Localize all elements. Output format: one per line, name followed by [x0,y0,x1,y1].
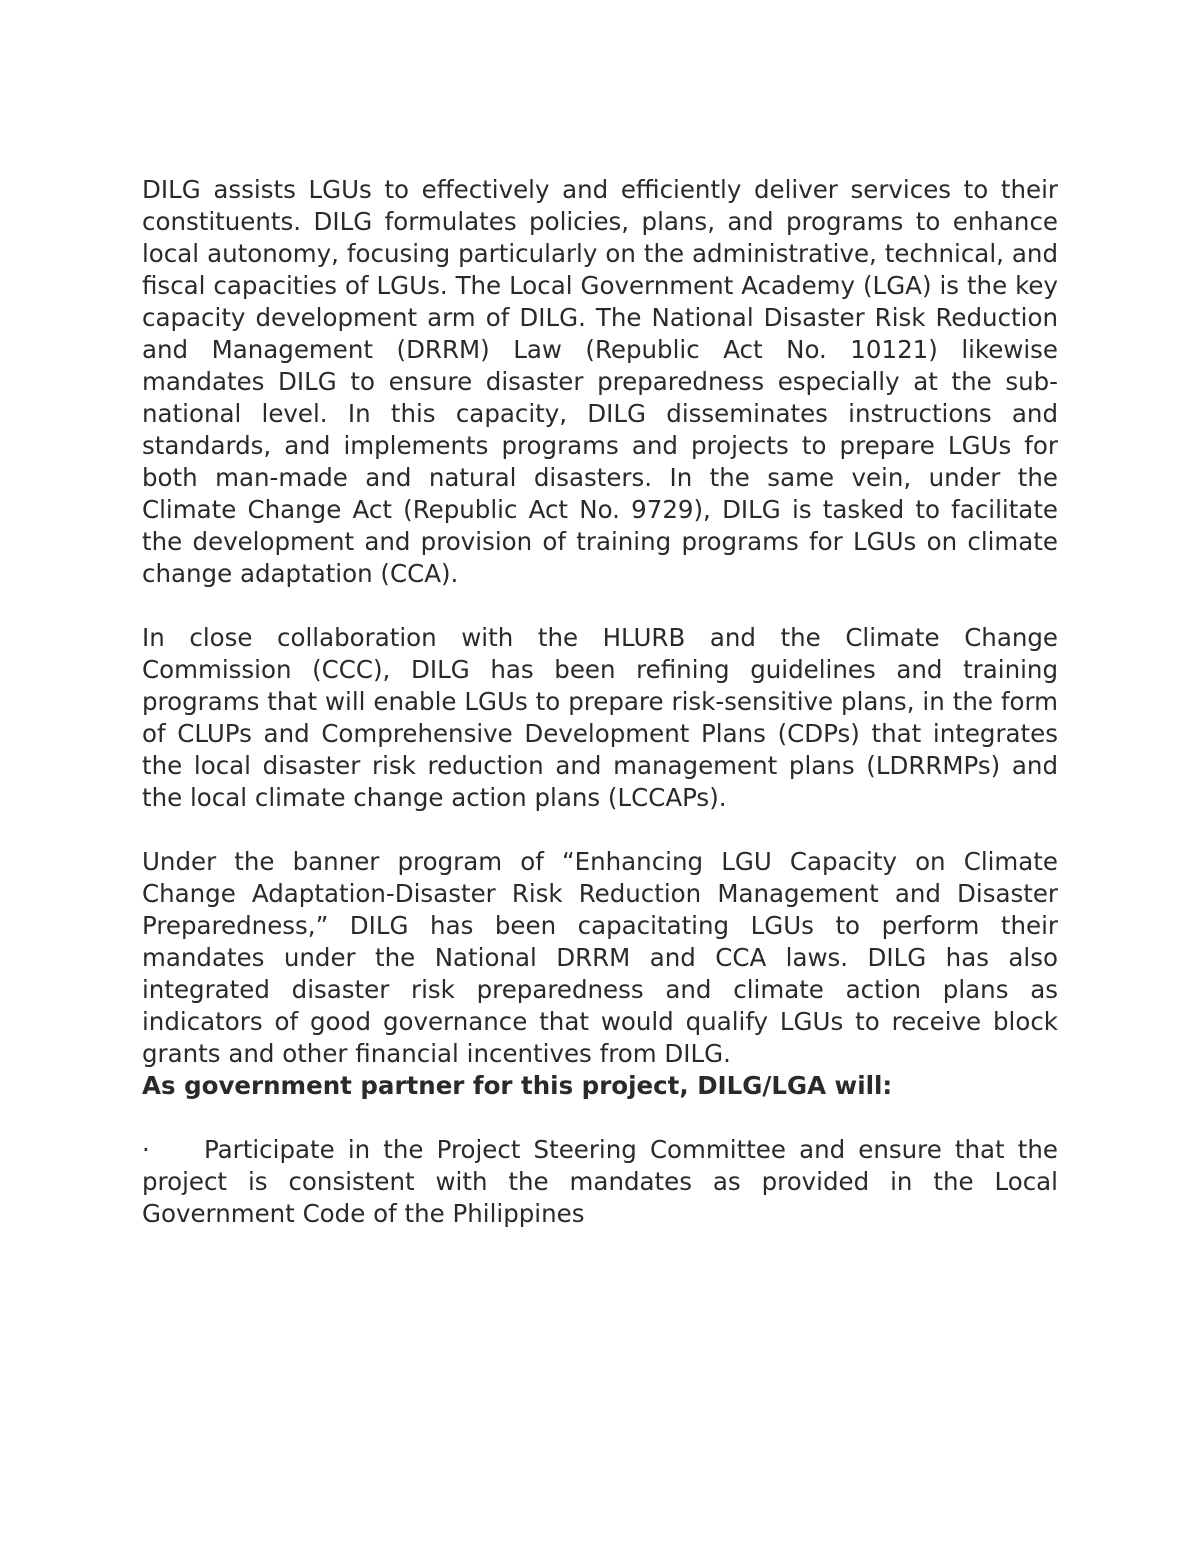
bullet-marker: · [142,1135,150,1164]
bullet-text: Participate in the Project Steering Committee and ensure that the project is consistent with the mandates as provided in the Local Government Code of the Philippines [142,1135,1058,1228]
section-heading: As government partner for this project, DILG/LGA will: [142,1071,893,1100]
paragraph-banner-program: Under the banner program of “Enhancing LGU Capacity on Climate Change Adaptation-Disaster Risk Reduction Management and Disaster Preparedness,” DILG has been capacitating LGUs to perform their mandates under the National DRRM and CCA laws. DILG has also integrated disaster risk preparedness and climate action plans as indicators of good governance that would qualify LGUs to receive block grants and other financial incentives from DILG. [142,847,1058,1068]
paragraph-spacer [142,1102,1058,1134]
bullet-item [142,1134,1058,1230]
paragraph-dilg-mandate: DILG assists LGUs to effectively and efficiently deliver services to their constituents. DILG formulates policies, plans, and programs to enhance local autonomy, focusing particularly on the administrative, technical, and fiscal capacities of LGUs. The Local Government Academy (LGA) is the key capacity development arm of DILG. The National Disaster Risk Reduction and Management (DRRM) Law (Republic Act No. 10121) likewise mandates DILG to ensure disaster preparedness especially at the sub-national level. In this capacity, DILG disseminates instructions and standards, and implements programs and projects to prepare LGUs for both man-made and natural disasters. In the same vein, under the Climate Change Act (Republic Act No. 9729), DILG is tasked to facilitate the development and provision of training programs for LGUs on climate change adaptation (CCA). [142,175,1058,588]
paragraph-collaboration: In close collaboration with the HLURB and the Climate Change Commission (CCC), DILG has been refining guidelines and training programs that will enable LGUs to prepare risk-sensitive plans, in the form of CLUPs and Comprehensive Development Plans (CDPs) that integrates the local disaster risk reduction and management plans (LDRRMPs) and the local climate change action plans (LCCAPs). [142,623,1058,812]
paragraph-spacer [142,814,1058,846]
document-body [142,174,1058,1230]
paragraph-spacer [142,590,1058,622]
